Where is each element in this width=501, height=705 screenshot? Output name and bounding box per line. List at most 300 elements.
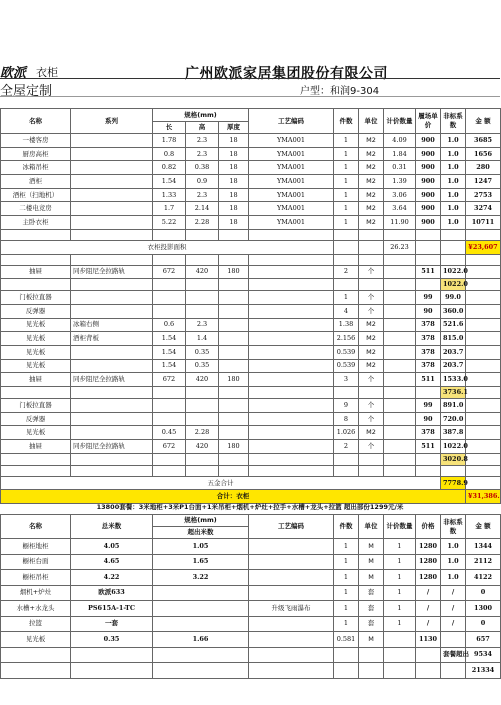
empty-cell xyxy=(416,453,441,465)
table-row xyxy=(1,188,501,202)
item-name: 反弹器 xyxy=(1,412,71,426)
item-coef: 720.0 xyxy=(441,412,466,426)
table-row xyxy=(1,345,501,359)
item-process: YMA001 xyxy=(249,161,334,175)
item-amount: 2112 xyxy=(466,554,501,570)
item-height xyxy=(186,399,219,413)
empty-cell xyxy=(359,387,384,399)
empty-cell xyxy=(219,453,249,465)
empty-cell xyxy=(334,465,359,476)
item-qty: 3.64 xyxy=(384,202,416,216)
table-row xyxy=(1,216,501,230)
col-count: 件数 xyxy=(334,515,359,539)
item-thickness: 18 xyxy=(219,134,249,148)
blank-row xyxy=(1,254,501,265)
table-row xyxy=(1,332,501,346)
empty-cell xyxy=(1,465,71,476)
item-unit: M xyxy=(359,554,384,570)
empty-cell xyxy=(249,465,334,476)
empty-cell xyxy=(359,240,384,254)
item-series xyxy=(71,188,153,202)
hardware-total-label: 五金合计 xyxy=(1,476,441,490)
item-coef: / xyxy=(441,601,466,617)
item-height xyxy=(186,291,219,305)
document-subtitle: 全屋定制 xyxy=(0,84,53,99)
item-price: 900 xyxy=(416,188,441,202)
empty-cell xyxy=(441,254,466,265)
blank-row xyxy=(1,229,501,240)
empty-cell xyxy=(384,279,416,291)
empty-cell xyxy=(384,229,416,240)
item-coef: 815.0 xyxy=(441,332,466,346)
item-price: / xyxy=(416,585,441,601)
area-qty: 26.23 xyxy=(384,240,416,254)
empty-cell xyxy=(186,387,219,399)
item-qty xyxy=(384,318,416,332)
company-name: 广州欧派家居集团股份有限公司 xyxy=(185,66,388,82)
item-series xyxy=(71,359,153,373)
item-total-meters: 4.65 xyxy=(71,554,153,570)
col-unit: 单位 xyxy=(359,109,384,134)
table-row xyxy=(1,412,501,426)
empty-cell xyxy=(71,663,153,679)
item-unit: 个 xyxy=(359,440,384,454)
empty-cell xyxy=(384,254,416,265)
item-count: 1 xyxy=(334,202,359,216)
item-length: 0.45 xyxy=(153,426,186,440)
item-series: 酒柜背板 xyxy=(71,332,153,346)
item-qty xyxy=(384,332,416,346)
item-height: 0.9 xyxy=(186,175,219,189)
item-thickness xyxy=(219,412,249,426)
item-thickness xyxy=(219,359,249,373)
item-qty xyxy=(384,440,416,454)
item-amount: 0 xyxy=(466,585,501,601)
item-qty xyxy=(384,265,416,279)
empty-cell xyxy=(1,387,71,399)
item-amount: 280 xyxy=(466,161,501,175)
item-count: 0.539 xyxy=(334,359,359,373)
item-height: 420 xyxy=(186,265,219,279)
item-name: 一楼客房 xyxy=(1,134,71,148)
item-length: 1.78 xyxy=(153,134,186,148)
item-amount: 1656 xyxy=(466,147,501,161)
empty-cell xyxy=(71,453,153,465)
item-price: 1130 xyxy=(416,632,441,648)
item-process xyxy=(249,318,334,332)
item-qty: 11.90 xyxy=(384,216,416,230)
item-unit: M2 xyxy=(359,332,384,346)
brand-sub: 衣柜 xyxy=(36,66,58,79)
item-name: 门板拉直器 xyxy=(1,291,71,305)
item-amount xyxy=(466,332,501,346)
empty-cell xyxy=(359,453,384,465)
unit-model: 户型：和润9-304 xyxy=(300,86,380,97)
item-price: 900 xyxy=(416,175,441,189)
item-total-meters: 一套 xyxy=(71,616,153,632)
item-amount: 657 xyxy=(466,632,501,648)
item-series: 同步阻尼全拉路轨 xyxy=(71,373,153,387)
item-qty: 1 xyxy=(384,601,416,617)
item-coef: 1533.0 xyxy=(441,373,466,387)
item-length: 672 xyxy=(153,265,186,279)
empty-cell xyxy=(416,647,441,663)
empty-cell xyxy=(334,229,359,240)
item-price: 90 xyxy=(416,304,441,318)
table-row xyxy=(1,440,501,454)
empty-cell xyxy=(466,279,501,291)
item-amount xyxy=(466,318,501,332)
item-unit: M2 xyxy=(359,359,384,373)
item-count: 0.581 xyxy=(334,632,359,648)
item-length: 1.54 xyxy=(153,175,186,189)
item-length: 0.6 xyxy=(153,318,186,332)
item-process: YMA001 xyxy=(249,202,334,216)
empty-cell xyxy=(384,647,416,663)
area-total: ¥23,607 xyxy=(466,240,501,254)
item-over-meters xyxy=(153,601,249,617)
item-height: 1.4 xyxy=(186,332,219,346)
item-price: 511 xyxy=(416,265,441,279)
item-price: 90 xyxy=(416,412,441,426)
item-series: 同步阻尼全拉路轨 xyxy=(71,440,153,454)
item-process: YMA001 xyxy=(249,134,334,148)
area-row xyxy=(1,240,501,254)
item-unit: M2 xyxy=(359,202,384,216)
item-process xyxy=(249,585,334,601)
subtotal-row xyxy=(1,453,501,465)
item-thickness: 180 xyxy=(219,373,249,387)
col-process: 工艺编码 xyxy=(249,109,334,134)
empty-cell xyxy=(219,254,249,265)
empty-cell xyxy=(186,254,219,265)
empty-cell xyxy=(334,279,359,291)
empty-cell xyxy=(1,647,71,663)
item-length xyxy=(153,412,186,426)
item-unit: 个 xyxy=(359,399,384,413)
col-over-meters: 超出米数 xyxy=(153,527,249,539)
item-series: 同步阻尼全拉路轨 xyxy=(71,265,153,279)
item-thickness: 18 xyxy=(219,161,249,175)
item-unit: 个 xyxy=(359,412,384,426)
empty-cell xyxy=(186,229,219,240)
item-qty: 1 xyxy=(384,585,416,601)
empty-cell xyxy=(359,647,384,663)
col-coef: 非标系数 xyxy=(441,515,466,539)
item-amount: 3685 xyxy=(466,134,501,148)
col-process: 工艺编码 xyxy=(249,515,334,539)
empty-cell xyxy=(359,229,384,240)
item-process xyxy=(249,359,334,373)
col-thickness: 厚度 xyxy=(219,122,249,134)
empty-cell xyxy=(71,647,153,663)
col-coef: 非标系数 xyxy=(441,109,466,134)
table-row xyxy=(1,265,501,279)
item-count: 3 xyxy=(334,373,359,387)
item-price: / xyxy=(416,601,441,617)
item-amount xyxy=(466,426,501,440)
item-qty xyxy=(384,345,416,359)
empty-cell xyxy=(384,663,416,679)
item-name: 水槽+水龙头 xyxy=(1,601,71,617)
item-qty: 1 xyxy=(384,539,416,555)
col-name: 名称 xyxy=(1,515,71,539)
empty-cell xyxy=(186,465,219,476)
table-row xyxy=(1,601,501,617)
item-height: 2.3 xyxy=(186,318,219,332)
empty-cell xyxy=(334,387,359,399)
item-count: 1 xyxy=(334,539,359,555)
item-total-meters: 4.22 xyxy=(71,570,153,586)
empty-cell xyxy=(186,279,219,291)
col-qty: 计价数量 xyxy=(384,109,416,134)
item-coef: 203.7 xyxy=(441,345,466,359)
empty-cell xyxy=(1,254,71,265)
empty-cell xyxy=(334,453,359,465)
divider xyxy=(0,78,500,79)
empty-cell xyxy=(1,229,71,240)
item-price: 99 xyxy=(416,291,441,305)
item-name: 见光板 xyxy=(1,359,71,373)
item-coef: 1.0 xyxy=(441,539,466,555)
empty-cell xyxy=(249,453,334,465)
item-coef: 203.7 xyxy=(441,359,466,373)
item-coef: 99.0 xyxy=(441,291,466,305)
item-amount: 10711 xyxy=(466,216,501,230)
table-row xyxy=(1,616,501,632)
item-name: 二楼电竞房 xyxy=(1,202,71,216)
item-price: 900 xyxy=(416,147,441,161)
item-length xyxy=(153,304,186,318)
item-qty: 1 xyxy=(384,570,416,586)
item-process xyxy=(249,570,334,586)
item-count: 1.026 xyxy=(334,426,359,440)
over-total-row xyxy=(1,647,501,663)
item-price: 378 xyxy=(416,318,441,332)
item-qty xyxy=(384,373,416,387)
empty-cell xyxy=(416,240,441,254)
col-length: 长 xyxy=(153,122,186,134)
item-name: 抽屉 xyxy=(1,265,71,279)
item-count: 4 xyxy=(334,304,359,318)
empty-cell xyxy=(219,229,249,240)
item-coef: 1.0 xyxy=(441,554,466,570)
col-price: 价格 xyxy=(416,515,441,539)
table-row xyxy=(1,399,501,413)
item-length: 672 xyxy=(153,373,186,387)
empty-cell xyxy=(384,387,416,399)
item-count: 1 xyxy=(334,291,359,305)
item-count: 0.539 xyxy=(334,345,359,359)
item-process: YMA001 xyxy=(249,188,334,202)
item-price: 378 xyxy=(416,426,441,440)
item-qty: 1 xyxy=(384,554,416,570)
item-height: 2.14 xyxy=(186,202,219,216)
empty-cell xyxy=(334,240,359,254)
item-thickness xyxy=(219,291,249,305)
divider xyxy=(0,96,500,97)
item-amount xyxy=(466,399,501,413)
item-count: 1 xyxy=(334,601,359,617)
item-series xyxy=(71,202,153,216)
table-row xyxy=(1,554,501,570)
item-name: 主卧衣柜 xyxy=(1,216,71,230)
item-count: 1 xyxy=(334,585,359,601)
over-total-label: 套餐超出 xyxy=(441,647,466,663)
item-count: 1 xyxy=(334,616,359,632)
item-amount xyxy=(466,265,501,279)
item-name: 冰箱吊柜 xyxy=(1,161,71,175)
wardrobe-total: ¥31,386. xyxy=(466,490,501,504)
item-coef: 1022.0 xyxy=(441,265,466,279)
item-length: 672 xyxy=(153,440,186,454)
item-name: 酒柜（扫地机） xyxy=(1,188,71,202)
empty-cell xyxy=(219,279,249,291)
item-process xyxy=(249,332,334,346)
item-over-meters: 1.65 xyxy=(153,554,249,570)
empty-cell xyxy=(71,279,153,291)
item-series xyxy=(71,161,153,175)
item-unit: 套 xyxy=(359,601,384,617)
item-unit: M xyxy=(359,570,384,586)
col-name: 名称 xyxy=(1,109,71,134)
cabinet-quote-table xyxy=(0,108,501,504)
col-spec: 规格(mm) xyxy=(153,515,249,527)
item-name: 酒柜 xyxy=(1,175,71,189)
empty-cell xyxy=(1,663,71,679)
item-length: 1.54 xyxy=(153,359,186,373)
subtotal-value: 3736.1 xyxy=(441,387,466,399)
item-thickness xyxy=(219,345,249,359)
empty-cell xyxy=(153,387,186,399)
item-price: 900 xyxy=(416,161,441,175)
grand-total-row xyxy=(1,663,501,679)
empty-cell xyxy=(153,465,186,476)
item-count: 1 xyxy=(334,134,359,148)
item-height: 2.3 xyxy=(186,147,219,161)
col-total-meters: 总米数 xyxy=(71,515,153,539)
item-coef: 1.0 xyxy=(441,188,466,202)
item-amount xyxy=(466,359,501,373)
item-unit: M2 xyxy=(359,134,384,148)
item-name: 见光板 xyxy=(1,632,71,648)
item-name: 橱柜台面 xyxy=(1,554,71,570)
empty-cell xyxy=(249,387,334,399)
empty-cell xyxy=(416,279,441,291)
item-unit: 个 xyxy=(359,373,384,387)
item-qty xyxy=(384,359,416,373)
item-total-meters: 4.05 xyxy=(71,539,153,555)
empty-cell xyxy=(416,387,441,399)
item-unit: M2 xyxy=(359,216,384,230)
item-process xyxy=(249,399,334,413)
item-length: 1.54 xyxy=(153,345,186,359)
item-process xyxy=(249,291,334,305)
kitchen-quote-table xyxy=(0,514,501,679)
item-process xyxy=(249,632,334,648)
item-name: 烟机+炉灶 xyxy=(1,585,71,601)
item-thickness: 18 xyxy=(219,216,249,230)
empty-cell xyxy=(249,229,334,240)
item-process xyxy=(249,412,334,426)
empty-cell xyxy=(71,229,153,240)
empty-cell xyxy=(153,279,186,291)
empty-cell xyxy=(153,254,186,265)
item-height: 2.3 xyxy=(186,188,219,202)
empty-cell xyxy=(466,254,501,265)
empty-cell xyxy=(359,254,384,265)
item-thickness xyxy=(219,332,249,346)
item-count: 2 xyxy=(334,440,359,454)
empty-cell xyxy=(334,254,359,265)
empty-cell xyxy=(1,279,71,291)
item-coef: 1.0 xyxy=(441,147,466,161)
item-unit: 个 xyxy=(359,291,384,305)
item-coef: / xyxy=(441,616,466,632)
item-price: 378 xyxy=(416,359,441,373)
item-name: 拉篮 xyxy=(1,616,71,632)
document-header xyxy=(0,0,500,105)
empty-cell xyxy=(249,663,334,679)
item-coef: 1.0 xyxy=(441,161,466,175)
empty-cell xyxy=(334,647,359,663)
item-total-meters: PS615A-1-TC xyxy=(71,601,153,617)
item-process: 升级飞雨瀑布 xyxy=(249,601,334,617)
item-name: 见光板 xyxy=(1,332,71,346)
item-total-meters: 欧派633 xyxy=(71,585,153,601)
item-series xyxy=(71,399,153,413)
item-name: 抽屉 xyxy=(1,373,71,387)
item-length: 1.54 xyxy=(153,332,186,346)
empty-cell xyxy=(153,663,249,679)
hardware-total-row xyxy=(1,476,501,490)
item-count: 1 xyxy=(334,570,359,586)
subtotal-row xyxy=(1,387,501,399)
item-name: 抽屉 xyxy=(1,440,71,454)
item-amount: 2753 xyxy=(466,188,501,202)
table-row xyxy=(1,570,501,586)
item-amount: 1247 xyxy=(466,175,501,189)
item-price: 1280 xyxy=(416,554,441,570)
item-name: 橱柜吊柜 xyxy=(1,570,71,586)
col-height: 高 xyxy=(186,122,219,134)
col-price: 履场单价 xyxy=(416,109,441,134)
table-row xyxy=(1,539,501,555)
col-series: 系列 xyxy=(71,109,153,134)
item-process xyxy=(249,373,334,387)
subtotal-row xyxy=(1,279,501,291)
item-amount: 0 xyxy=(466,616,501,632)
item-qty: 4.09 xyxy=(384,134,416,148)
col-qty: 计价数量 xyxy=(384,515,416,539)
item-amount: 4122 xyxy=(466,570,501,586)
wardrobe-total-label: 合计：衣柜 xyxy=(1,490,466,504)
item-length: 1.33 xyxy=(153,188,186,202)
table-row xyxy=(1,373,501,387)
col-amount: 金 额 xyxy=(466,109,501,134)
table-row xyxy=(1,175,501,189)
item-coef: 387.8 xyxy=(441,426,466,440)
empty-cell xyxy=(441,663,466,679)
table-row xyxy=(1,304,501,318)
item-process: YMA001 xyxy=(249,216,334,230)
item-unit: 个 xyxy=(359,304,384,318)
item-amount xyxy=(466,345,501,359)
item-qty: 1.39 xyxy=(384,175,416,189)
item-coef: 1.0 xyxy=(441,175,466,189)
item-process: YMA001 xyxy=(249,147,334,161)
empty-cell xyxy=(249,254,334,265)
